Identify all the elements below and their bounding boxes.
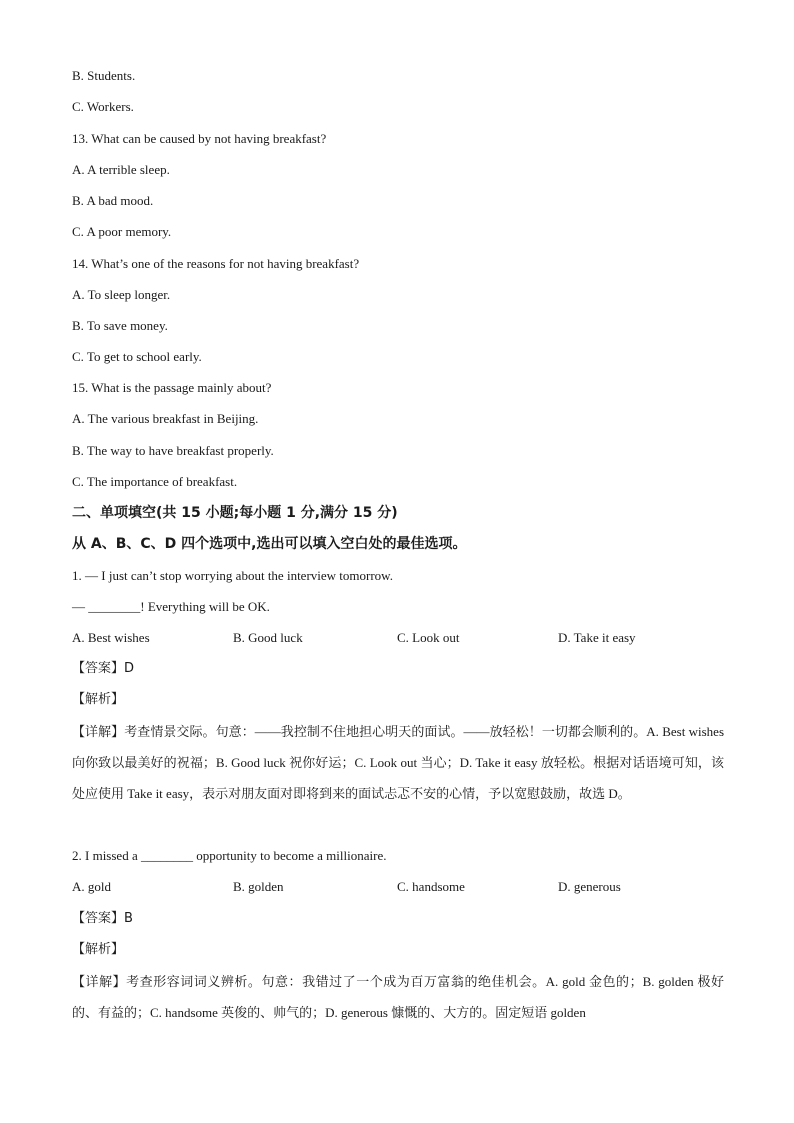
- option-line: A. A terrible sleep.: [72, 162, 170, 177]
- q1-detail: 【详解】考查情景交际。句意：——我控制不住地担心明天的面试。——放轻松！一切都会顺利的。A. Best wishes 向你致以最美好的祝福；B. Good luck 祝你好运；C. Look out 当心；D. Take it easy 放轻松。根据对话语境可知，该处应使用 Take it easy，表示对朋友面对即将到来的面试忐忑不安的心情，予以宽慰鼓励，故选 D。: [72, 724, 724, 801]
- q1-analysis-label: 【解析】: [72, 692, 125, 707]
- option-line: C. A poor memory.: [72, 224, 172, 239]
- option-line: B. The way to have breakfast properly.: [72, 443, 274, 458]
- question-1-line-1: 1. — I just can’t stop worrying about the interview tomorrow.: [72, 568, 393, 583]
- question-1-line-2: — ________! Everything will be OK.: [72, 599, 270, 614]
- option-line: C. To get to school early.: [72, 349, 202, 364]
- option-line: B. To save money.: [72, 318, 168, 333]
- q2-analysis-label: 【解析】: [72, 942, 125, 957]
- question-line: 13. What can be caused by not having breakfast?: [72, 131, 327, 146]
- q1-option-d: D. Take it easy: [558, 630, 636, 645]
- q1-answer: 【答案】D: [72, 661, 135, 676]
- question-line: 14. What’s one of the reasons for not having breakfast?: [72, 256, 360, 271]
- question-line: 15. What is the passage mainly about?: [72, 380, 272, 395]
- q2-answer: 【答案】B: [72, 911, 133, 926]
- option-line: A. To sleep longer.: [72, 287, 171, 302]
- option-line: A. The various breakfast in Beijing.: [72, 411, 259, 426]
- section-instruction: 从 A、B、C、D 四个选项中,选出可以填入空白处的最佳选项。: [72, 536, 467, 552]
- q2-option-d: D. generous: [558, 879, 621, 894]
- section-title: 二、单项填空(共 15 小题;每小题 1 分,满分 15 分): [72, 505, 398, 521]
- q1-option-b: B. Good luck: [233, 630, 303, 645]
- q1-option-c: C. Look out: [397, 630, 460, 645]
- q1-option-a: A. Best wishes: [72, 630, 150, 645]
- option-line: C. Workers.: [72, 99, 134, 114]
- option-line: B. Students.: [72, 68, 136, 83]
- q2-option-b: B. golden: [233, 879, 284, 894]
- option-line: B. A bad mood.: [72, 193, 154, 208]
- q2-option-a: A. gold: [72, 879, 111, 894]
- question-2-line-1: 2. I missed a ________ opportunity to become a millionaire.: [72, 848, 387, 863]
- q2-option-c: C. handsome: [397, 879, 465, 894]
- option-line: C. The importance of breakfast.: [72, 474, 238, 489]
- q2-detail: 【详解】考查形容词词义辨析。句意：我错过了一个成为百万富翁的绝佳机会。A. gold 金色的；B. golden 极好的、有益的；C. handsome 英俊的、帅气的；D. generous 慷慨的、大方的。固定短语 golden: [72, 974, 724, 1020]
